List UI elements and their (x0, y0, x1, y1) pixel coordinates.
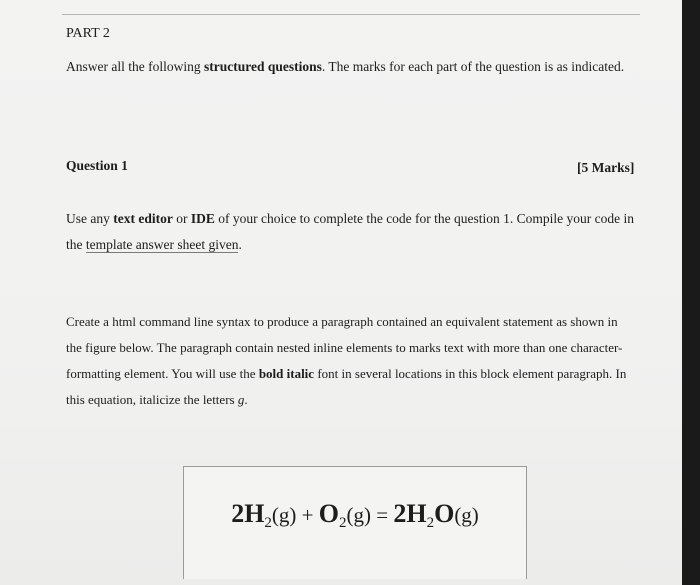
eq-oxygen: O (318, 499, 339, 528)
eq-water-o: O (434, 499, 455, 528)
instructions-bold-text: structured questions (203, 59, 322, 74)
instructions-paragraph (66, 54, 636, 80)
eq-equals: = (371, 503, 394, 527)
para1-text-4: . (238, 237, 242, 252)
eq-water-h: 2H (393, 499, 427, 528)
chemical-equation (184, 499, 526, 532)
equation-figure (183, 466, 527, 579)
para2-text-2: font in several locations in this block element paragraph. In this equation, italicize the letters (66, 366, 627, 407)
eq-state-2: (g) (346, 503, 371, 527)
question-paragraph-1 (66, 206, 641, 258)
top-divider (62, 14, 640, 15)
eq-oxygen-subscript: 2 (339, 515, 347, 531)
eq-hydrogen: 2H (231, 499, 265, 528)
eq-hydrogen-subscript: 2 (264, 515, 272, 531)
para2-italic-g: g (237, 392, 245, 407)
para2-text-3: . (244, 392, 248, 407)
question-paragraph-2 (66, 309, 631, 413)
para1-bold-text-editor: text editor (113, 211, 173, 226)
instructions-text-1: Answer all the following (66, 59, 204, 74)
question-title: Question 1 (66, 158, 128, 173)
para1-text-3: of your choice to complete the code for the question 1. Compile your code in the (66, 211, 635, 252)
para2-text-1: Create a html command line syntax to produce a paragraph contained an equivalent statement as shown in the figure below. The paragraph contain nested inline elements to marks text with more than one character-formatting element. You will use the (66, 314, 623, 381)
instructions-text-2: . The marks for each part of the question is as indicated. (321, 59, 625, 74)
para1-bold-ide: IDE (190, 211, 215, 226)
eq-state-1: (g) (271, 503, 297, 527)
question-marks: [5 Marks] (577, 160, 635, 175)
para1-text-1: Use any (66, 211, 114, 226)
part-title: PART 2 (66, 26, 110, 41)
eq-state-3: (g) (454, 503, 479, 527)
eq-plus: + (296, 503, 319, 527)
para1-text-2: or (172, 211, 191, 226)
para1-underlined-text: template answer sheet given (85, 237, 239, 252)
para2-bold-italic-label: bold italic (258, 366, 315, 381)
eq-water-subscript: 2 (426, 515, 435, 531)
